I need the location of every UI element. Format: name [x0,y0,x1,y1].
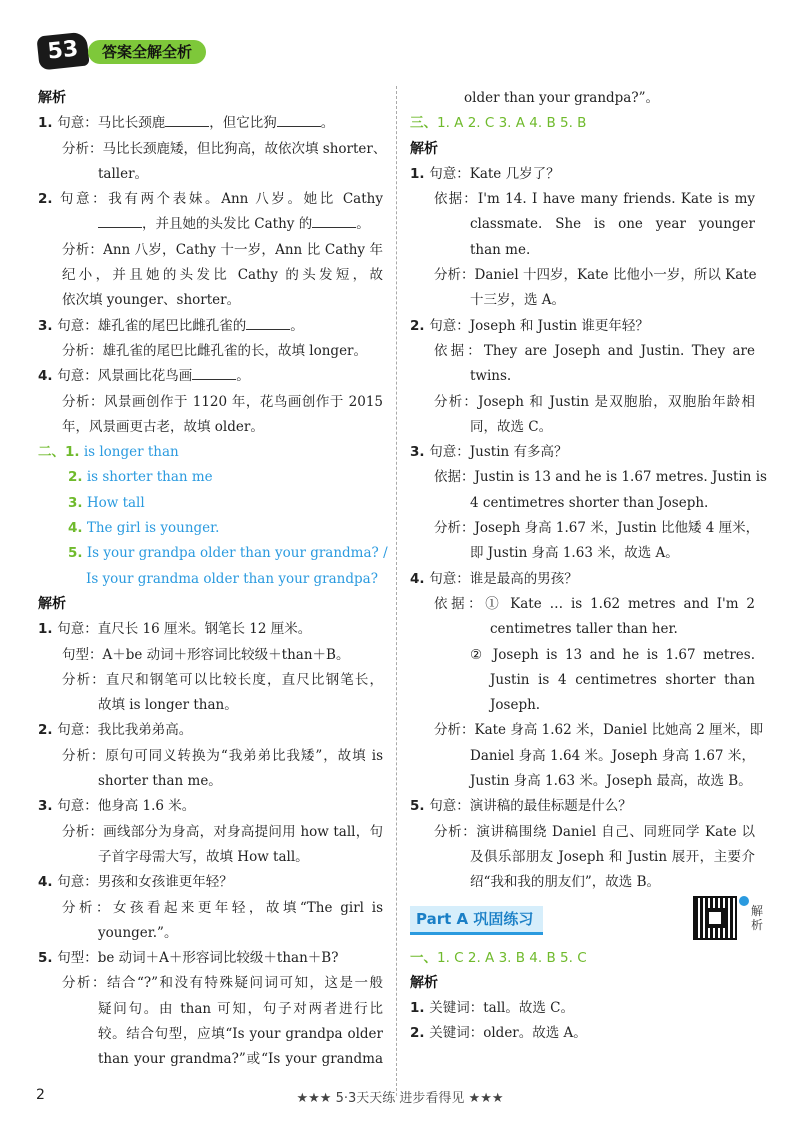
question-number: 1. [410,1000,430,1017]
text-line [410,744,755,769]
line-text: 分析：Ann 八岁，Cathy 十一岁，Ann 比 Cathy 年 [62,241,383,258]
answer-blank [277,113,321,127]
text-line [410,820,755,845]
line-text: 句意：马比长颈鹿 [57,115,166,132]
line-text: 子首字母需大写，故填 How tall。 [98,848,309,865]
answer-blank [246,316,290,330]
answer-text: is longer than [79,444,179,461]
text-line [410,86,755,111]
answer-text: Is your grandpa older than your grandma? / [86,545,388,562]
line-text: 。 [320,115,335,132]
question-line [410,996,755,1021]
text-line [410,870,755,895]
line-text: 分析：直尺和钢笔可以比较长度，直尺比钢笔长， [62,671,383,688]
line-text: 关键词：tall。故选 C。 [429,1000,574,1017]
text-line [410,415,755,440]
choice-answers: 1. C 2. A 3. B 4. B 5. C [437,949,587,966]
answer-blank [98,214,142,228]
line-text: shorter than me。 [98,773,222,790]
text-line [410,718,764,743]
text-line [38,1022,383,1047]
line-text: twins. [470,368,512,385]
text-line [38,162,383,187]
line-text: 句意：我比我弟弟高。 [57,722,193,739]
text-line [410,339,755,364]
question-line [410,794,755,819]
section-label: 二、 [38,444,65,461]
question-number: 3. [38,317,58,334]
text-line [410,187,755,212]
text-line [410,617,755,642]
question-line [38,187,383,212]
text-line [410,693,755,718]
text-line [38,137,387,162]
line-text: 句意：Kate 几岁了？ [429,165,560,182]
text-line [410,390,755,415]
part-a-banner-row [410,896,764,946]
line-text: 分析：Daniel 十四岁，Kate 比他小一岁，所以 Kate [434,267,757,284]
line-text: 句意：风景画比花鸟画 [57,368,193,385]
answer-line [38,516,383,541]
line-text: 句意：Justin 有多高？ [429,444,568,461]
question-line [38,314,383,339]
text-line [38,415,383,440]
line-text: 分析：Joseph 和 Justin 是双胞胎，双胞胎年龄相 [434,393,755,410]
line-text: 依据：Justin is 13 and he is 1.67 metres. Justin is [434,469,767,486]
answer-line [38,465,383,490]
text-line [38,921,383,946]
section-heading: 解析 [38,595,66,612]
line-text: 分析：马比长颈鹿矮，但比狗高，故依次填 shorter、 [62,140,387,157]
answer-blank [165,113,209,127]
question-line [38,870,383,895]
text-line [410,845,755,870]
question-number: 5. [38,950,58,967]
line-text: 疑问句。由 than 可知，句子对两者进行比 [98,1000,383,1017]
line-text: ，并且她的头发比 Cathy 的 [142,216,313,233]
line-text: 分析：原句可同义转换为“我弟弟比我矮”，故填 is [62,747,383,764]
text-line [410,643,755,668]
line-text: classmate. She is one year younger [470,216,755,233]
line-text: ② Joseph is 13 and he is 1.67 metres. [470,646,755,663]
brand-logo: 53 [36,31,89,70]
answer-line [38,567,383,592]
line-text: 即 Justin 身高 1.63 米，故选 A。 [470,545,679,562]
line-text: 分析：Joseph 身高 1.67 米，Justin 比他矮 4 厘米， [434,520,760,537]
text-line [410,263,755,288]
page-header [38,30,438,70]
question-number: 2. [410,1025,430,1042]
answer-blank [192,366,236,380]
question-number: 1. [38,115,58,132]
line-text: 故填 is longer than。 [98,697,238,714]
text-line [38,390,383,415]
question-line [38,617,383,642]
choice-answers: 1. A 2. C 3. A 4. B 5. B [437,115,587,132]
answer-number: 1. [65,444,80,461]
line-text: 依据：I'm 14. I have many friends. Kate is my [434,191,755,208]
line-text: 。 [236,368,250,385]
text-line [410,288,755,313]
line-text: 句意：谁是最高的男孩？ [429,570,578,587]
text-line [410,516,760,541]
column-divider [396,86,397,1096]
question-line [410,162,755,187]
question-number: 2. [410,317,430,334]
page-footer [0,1087,800,1111]
question-number: 2. [38,191,60,208]
text-line [38,845,383,870]
answer-section-line [38,440,383,465]
answer-section-line [410,111,755,136]
line-text: Justin 身高 1.63 米。Joseph 最高，故选 B。 [470,773,752,790]
text-line [410,668,755,693]
text-line [38,896,383,921]
line-text: 及俱乐部朋友 Joseph 和 Justin 展开，主要介 [470,848,755,865]
question-line [38,364,383,389]
text-line [38,769,383,794]
answer-text: Is your grandma older than your grandpa? [86,570,378,587]
left-column [38,86,388,1073]
part-a-title: Part A 巩固练习 [410,906,543,935]
line-text: 句型：be 动词＋A＋形容词比较级＋than＋B? [57,950,339,967]
line-text: 依据：They are Joseph and Justin. They are [434,342,755,359]
question-line [410,1021,755,1046]
question-line [38,794,383,819]
line-text: 句意：演讲稿的最佳标题是什么？ [429,798,632,815]
text-line [38,971,383,996]
text-line [410,491,755,516]
answer-text: How tall [86,494,145,511]
line-text: Justin is 4 centimetres shorter than [490,671,755,688]
section-heading: 解析 [410,140,438,157]
question-number: 3. [410,444,430,461]
text-line [38,212,383,237]
line-text: 分析：风景画创作于 1120 年，花鸟画创作于 2015 [62,393,383,410]
answer-number: 5. [68,545,83,562]
answer-line [38,541,388,566]
line-text: 句型：A＋be 动词＋形容词比较级＋than＋B。 [62,646,350,663]
text-line [38,288,383,313]
line-text: taller。 [98,165,149,182]
text-line [38,820,383,845]
line-text: 年，风景画更古老，故填 older。 [62,418,264,435]
line-text: 。 [356,216,370,233]
qr-code-icon [693,896,737,940]
text-line [38,1047,383,1072]
section-heading: 解析 [410,974,438,991]
line-text: than me. [470,241,531,258]
answer-number: 3. [68,494,83,511]
line-text: 4 centimetres shorter than Joseph. [470,494,709,511]
question-number: 1. [410,165,430,182]
question-line [410,440,755,465]
line-text: 句意：他身高 1.6 米。 [57,798,196,815]
line-text: Daniel 身高 1.64 米。Joseph 身高 1.67 米， [470,747,755,764]
text-line [38,693,383,718]
question-line [38,946,383,971]
question-line [410,567,755,592]
answer-number: 2. [68,469,83,486]
text-line [38,744,383,769]
line-text: 绍“我和我的朋友们”，故选 B。 [470,874,661,891]
text-line [410,212,755,237]
line-text: than your grandma?”或“Is your grandma [98,1051,383,1068]
line-text: 分析：画线部分为身高，对身高提问用 how tall，句 [62,823,383,840]
text-line [38,339,383,364]
line-text: 依据：① Kate … is 1.62 metres and I'm 2 [434,595,755,612]
answer-text: is shorter than me [86,469,213,486]
text-line [410,238,755,263]
section-label: 三、 [410,115,437,132]
question-number: 1. [38,621,58,638]
answer-text: The girl is younger. [86,520,220,537]
line-text: older than your grandpa?”。 [464,90,659,106]
answer-number: 4. [68,520,83,537]
text-line [410,364,755,389]
text-line [38,238,383,263]
section-heading: 解析 [38,90,66,106]
line-text: 句意：男孩和女孩谁更年轻？ [57,874,233,891]
line-text: 。 [290,317,304,334]
question-number: 5. [410,798,430,815]
line-text: younger.”。 [98,924,178,941]
text-line [410,465,767,490]
line-text: 同，故选 C。 [470,418,553,435]
line-text: 分析：结合“?”和没有特殊疑问词可知，这是一般 [62,975,383,992]
answer-line [38,491,383,516]
section-label: 一、 [410,949,437,966]
text-line [410,541,755,566]
line-text: 纪小，并且她的头发比 Cathy 的头发短，故 [62,267,383,284]
question-line [38,718,383,743]
answer-section-line [410,946,755,971]
qr-label: 解析 [751,903,764,932]
right-column [410,86,767,1047]
line-text: 分析：演讲稿围绕 Daniel 自己、同班同学 Kate 以 [434,823,755,840]
line-text: Joseph. [490,697,541,714]
line-text: 十三岁，选 A。 [470,292,566,309]
line-text: 句意：我有两个表妹。Ann 八岁。她比 Cathy [59,191,383,208]
text-line [38,263,383,288]
line-text: 分析：雄孔雀的尾巴比雌孔雀的长，故填 longer。 [62,342,368,359]
footer-slogan: ★★★ 5·3天天练 进步看得见 ★★★ [296,1091,504,1106]
question-number: 3. [38,798,58,815]
question-number: 2. [38,722,58,739]
text-line [38,643,383,668]
line-text: 分析：Kate 身高 1.62 米，Daniel 比她高 2 厘米，即 [434,722,764,739]
line-text: ，但它比狗 [209,115,277,132]
question-line [38,111,383,136]
line-text: 句意：直尺长 16 厘米。钢笔长 12 厘米。 [57,621,312,638]
line-text: 分析：女孩看起来更年轻，故填“The girl is [62,899,383,916]
text-line [38,997,383,1022]
text-line [410,592,755,617]
header-label: 答案全解全析 [88,40,206,64]
page-number: 2 [36,1087,45,1103]
line-text: 依次填 younger、shorter。 [62,292,241,309]
play-icon [739,896,749,906]
text-line [410,769,755,794]
question-number: 4. [410,570,430,587]
line-text: 较。结合句型，应填“Is your grandpa older [98,1025,383,1042]
line-text: 关键词：older。故选 A。 [429,1025,587,1042]
question-line [410,314,755,339]
line-text: 句意：雄孔雀的尾巴比雌孔雀的 [57,317,247,334]
answer-blank [312,214,356,228]
line-text: 句意：Joseph 和 Justin 谁更年轻？ [429,317,649,334]
question-number: 4. [38,368,58,385]
question-number: 4. [38,874,58,891]
line-text: centimetres taller than her. [490,621,678,638]
text-line [38,668,383,693]
